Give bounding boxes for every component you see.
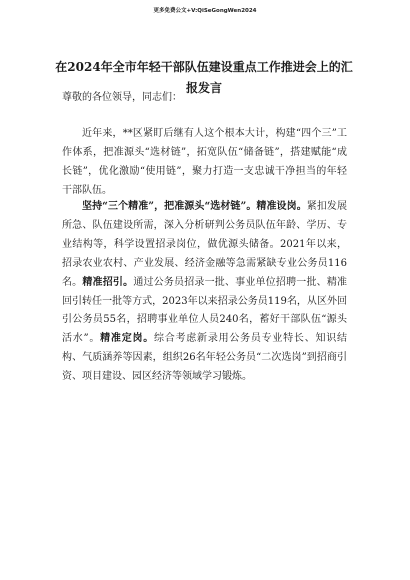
salutation: 尊敬的各位领导，同志们： [62,92,182,103]
section1-heading: 坚持“三个精准”，把准源头“选材链”。精准设岗。 [82,201,307,212]
document-title: 在2024年全市年轻干部队伍建设重点工作推进会上的汇报发言 [55,60,353,95]
intro-paragraph: 近年来，**区紧盯后继有人这个根本大计，构建“四个三”工作体系，把准源头“选材链”，拓宽队伍“储备链”，搭建赋能“成长链”，优化激励“使用链”，聚力打造一支忠诚干净担当的年轻干部队伍。 [62,128,347,196]
header-note: 更多免费公文+V:QiSeGongWen2024 [153,8,257,14]
section1-text2: 通过公务员招录一批、事业单位招聘一批、精准回引转任一批等方式，2023年以来招录公务员119名，从区外回引公务员55名，招聘事业单位人员240名，蓄好干部队伍“源头活水”。 [62,276,348,345]
section1-bold3: 精准定岗。 [100,333,154,345]
section1-text3: 综合考虑新录用公务员专业特长、知识结构、气质涵养等因素，组织26名年轻公务员“二次选岗”到招商引资、项目建设、园区经济等领域学习锻炼。 [62,333,347,383]
section1-paragraph [62,198,347,387]
section1-text1: 紧扣发展所急、队伍建设所需，深入分析研判公务员队伍年龄、学历、专业结构等，科学设置招录岗位，做优源头储备。2021年以来，招录农业农村、产业发展、经济金融等急需紧缺专业公务员116名。 [62,201,348,288]
section1-bold2: 精准招引。 [82,276,134,288]
